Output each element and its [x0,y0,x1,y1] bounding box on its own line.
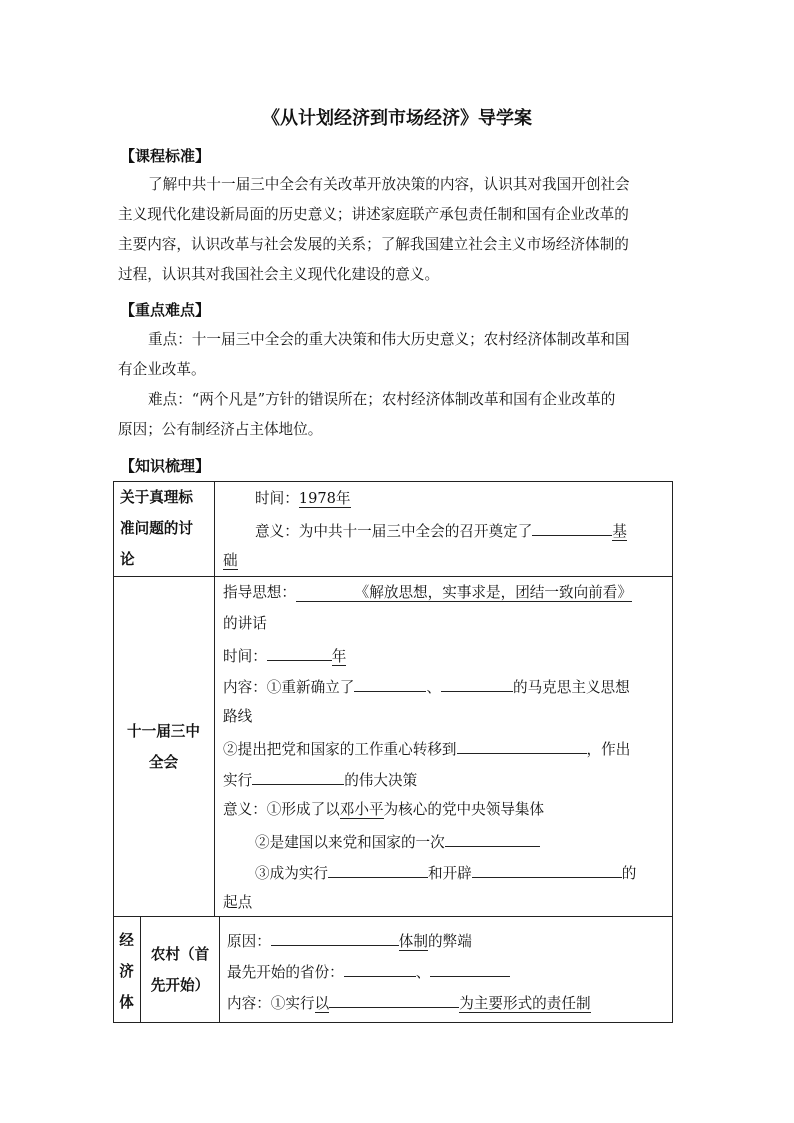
blank-field [457,732,587,754]
standard-line: 过程，认识其对我国社会主义现代化建设的意义。 [118,266,440,283]
blank-field [354,670,426,692]
standard-heading: 【课程标准】 [120,147,211,165]
blank-field [328,856,428,878]
rural-reform-label: 农村（首 先开始） [150,946,210,994]
key-line: 重点：十一届三中全会的重大决策和伟大历史意义；农村经济体制改革和国 [148,331,630,348]
key-heading: 【重点难点】 [120,301,211,319]
row-divider [113,916,673,917]
truth-debate-label: 关于真理标 准问题的讨 论 [120,489,193,568]
page-title: 《从计划经济到市场经济》导学案 [262,108,532,129]
difficult-line: 原因；公有制经济占主体地位。 [118,421,323,438]
blank-field [430,955,510,977]
blank-field [441,670,513,692]
standard-paragraph [118,170,676,290]
blank-field [445,825,540,847]
table-border-bottom [113,1022,673,1023]
guiding-speech: 《解放思想，实事求是，团结一致向前看》 [296,584,632,602]
blank-field [267,639,332,661]
economic-system-label: 经 济 体 [119,932,134,1011]
blank-field [271,924,399,946]
column-divider [219,916,220,1023]
rural-reform-content: 原因： 体制的弊端 最先开始的省份： 、 内容：①实行以 为主要形式的责任制 [227,924,669,1020]
third-plenum-label: 十一届三中 全会 [127,723,200,771]
key-line: 有企业改革。 [118,361,206,378]
standard-line: 主要内容，认识改革与社会发展的关系；了解我国建立社会主义市场经济体制的 [118,236,629,253]
standard-line: 了解中共十一届三中全会有关改革开放决策的内容，认识其对我国开创社会 [148,176,630,193]
knowledge-table: 关于真理标 准问题的讨 论 时间：1978年 意义：为中共十一届三中全会的召开奠定了 基 础 十一届三中 全会 指导思想： 《解放思想，实事求是，团结一致向前看》 的讲话 时间： 年 内容：①重新确立了 、 的马克思主义思想 路线 ②提出把党和国家的工作重心转移到 ，作出 实行 的伟大决策 意义：①形成了以邓小平为核心的党中央领导集体 ②是建国以来党和国家的一次 ③成为实行 和开辟 的 起点 经 济 体 农村（首 先开始） 原因： 体制的弊端 最先开始的省份： 、 内容：①实行以 为主要形式的责任制 [113,481,673,1023]
blank-field [344,955,416,977]
column-divider [214,481,215,917]
blank-field [252,763,344,785]
knowledge-heading: 【知识梳理】 [120,457,211,475]
difficult-line: 难点：“两个凡是”方针的错误所在；农村经济体制改革和国有企业改革的 [148,391,616,408]
key-paragraph [118,325,676,445]
blank-field [329,986,459,1008]
blank-field [472,856,622,878]
table-border-right [672,481,673,1023]
third-plenum-content: 指导思想： 《解放思想，实事求是，团结一致向前看》 的讲话 时间： 年 内容：①重新确立了 、 的马克思主义思想 路线 ②提出把党和国家的工作重心转移到 ，作出 实行 的伟大决策 意义：①形成了以邓小平为核心的党中央领导集体 ②是建国以来党和国家的一次 ③成为实行 和开辟 的 起点 [223,584,637,911]
standard-line: 主义现代化建设新局面的历史意义；讲述家庭联产承包责任制和国有企业改革的 [118,206,629,223]
blank-field [532,514,612,536]
debate-year: 1978年 [298,490,351,507]
